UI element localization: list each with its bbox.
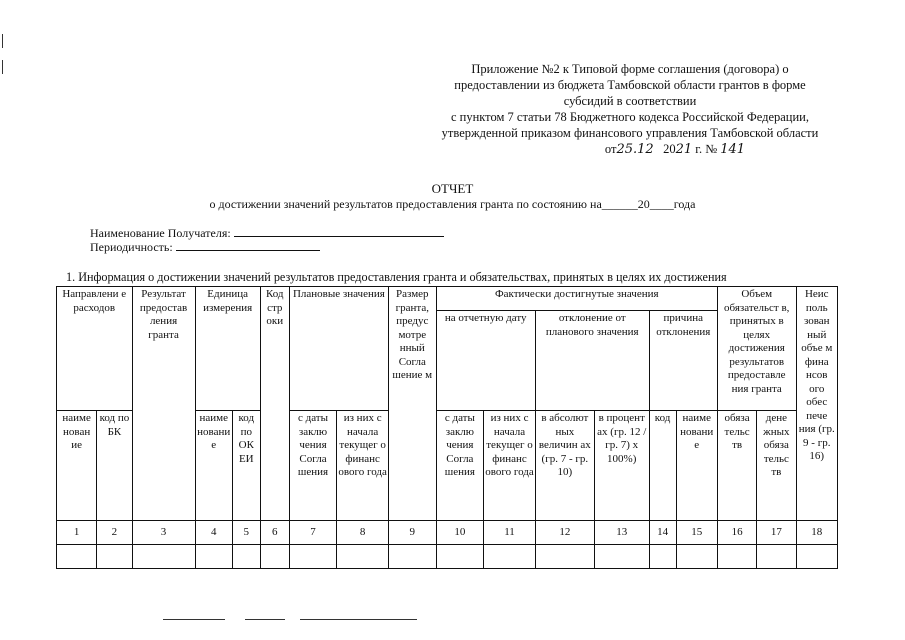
table-cell[interactable] [97, 545, 132, 569]
col-number: 15 [676, 521, 717, 545]
th-directions: Направлени е расходов [57, 287, 133, 411]
th-sub-okei: код по ОК ЕИ [232, 411, 260, 521]
margin-mark-bottom [2, 60, 3, 74]
year-prefix: 20 [663, 142, 676, 156]
col-number: 17 [757, 521, 796, 545]
table-cell[interactable] [757, 545, 796, 569]
table-cell[interactable] [484, 545, 536, 569]
report-table [56, 286, 838, 569]
th-unit: Единица измерения [195, 287, 260, 411]
col-number: 12 [535, 521, 594, 545]
header-line-1: Приложение №2 к Типовой форме соглашения (договора) о [471, 62, 789, 76]
col-number: 16 [717, 521, 756, 545]
header-line-2: предоставлении из бюджета Тамбовской области грантов в форме [454, 78, 806, 92]
col-number: 2 [97, 521, 132, 545]
table-cell[interactable] [796, 545, 837, 569]
th-sub-reason-name: наиме новани е [676, 411, 717, 521]
table-cell[interactable] [436, 545, 484, 569]
table-cell[interactable] [57, 545, 97, 569]
header-date-line [380, 141, 880, 158]
header-line-3: субсидий в соответствии [563, 94, 697, 108]
col-number: 4 [195, 521, 232, 545]
th-sub-reason-code: код [649, 411, 676, 521]
col-number: 8 [337, 521, 389, 545]
col-number: 9 [389, 521, 437, 545]
table-cell[interactable] [337, 545, 389, 569]
col-number: 7 [289, 521, 337, 545]
th-sub-unit-name: наиме новани е [195, 411, 232, 521]
table-cell[interactable] [195, 545, 232, 569]
signature-line-3 [300, 619, 417, 620]
th-actual: Фактически достигнутые значения [436, 287, 717, 311]
th-sub-absolute: в абсолют ных величин ах (гр. 7 - гр. 10) [535, 411, 594, 521]
th-sub-monetary: дене жных обяза тельс тв [757, 411, 796, 521]
recipient-label: Наименование Получателя: [90, 226, 231, 240]
column-numbers-row [57, 521, 838, 545]
col-number: 13 [594, 521, 649, 545]
th-sub-since-year: из них с начала текущег о финанс ового года [337, 411, 389, 521]
col-number: 3 [132, 521, 195, 545]
recipient-input-line[interactable] [234, 225, 444, 237]
periodicity-input-line[interactable] [176, 239, 320, 251]
signature-line-2 [245, 619, 285, 620]
th-obligations: Объем обязательст в, принятых в целях достижения результатов предоставле ния гранта [717, 287, 796, 411]
report-title: ОТЧЕТ [431, 181, 474, 196]
table-cell[interactable] [717, 545, 756, 569]
col-number: 14 [649, 521, 676, 545]
th-reason: причина отклонения [649, 311, 717, 411]
periodicity-label: Периодичность: [90, 240, 173, 254]
col-number: 10 [436, 521, 484, 545]
table-cell[interactable] [389, 545, 437, 569]
th-deviation: отклонение от планового значения [535, 311, 649, 411]
table-cell[interactable] [676, 545, 717, 569]
col-number: 1 [57, 521, 97, 545]
table-cell[interactable] [289, 545, 337, 569]
th-sub-from-date-actual: с даты заклю чения Согла шения [436, 411, 484, 521]
section-1-heading: 1. Информация о достижении значений результатов предоставления гранта и обязательствах, принятых в целях их достижения [66, 270, 727, 284]
handwritten-date: 25.12 [616, 142, 654, 157]
th-on-date: на отчетную дату [436, 311, 535, 411]
date-prefix: от [604, 142, 617, 156]
th-sub-percent: в процент ах (гр. 12 / гр. 7) х 100%) [594, 411, 649, 521]
table-cell[interactable] [232, 545, 260, 569]
col-number: 18 [796, 521, 837, 545]
table-cell[interactable] [594, 545, 649, 569]
th-sub-since-year-actual: из них с начала текущег о финанс ового года [484, 411, 536, 521]
th-sub-obligations: обяза тельс тв [717, 411, 756, 521]
col-number: 5 [232, 521, 260, 545]
periodicity-field [90, 239, 320, 255]
year-suffix: г. № [695, 142, 718, 156]
th-sub-code-bk: код по БК [97, 411, 132, 521]
table-cell[interactable] [535, 545, 594, 569]
table-cell[interactable] [649, 545, 676, 569]
th-planned: Плановые значения [289, 287, 388, 411]
th-sub-from-date: с даты заклю чения Согла шения [289, 411, 337, 521]
handwritten-year: 21 [675, 142, 693, 157]
header-line-5: утвержденной приказом финансового управления Тамбовской области [441, 126, 819, 140]
header-line-4: с пунктом 7 статьи 78 Бюджетного кодекса Российской Федерации, [450, 110, 810, 124]
report-subtitle: о достижении значений результатов предоставления гранта по состоянию на______20____года [209, 197, 696, 211]
handwritten-number: 141 [720, 142, 746, 157]
margin-mark-top [2, 34, 3, 48]
col-number: 6 [260, 521, 289, 545]
th-result: Результат предостав ления гранта [132, 287, 195, 521]
th-unused: Неис поль зован ный объе м фина нсов ого обес пече ния (гр. 9 - гр. 16) [796, 287, 837, 521]
appendix-header [380, 61, 880, 158]
table-cell[interactable] [132, 545, 195, 569]
th-sub-name: наиме нован ие [57, 411, 97, 521]
th-line-code: Код стр оки [260, 287, 289, 521]
signature-line-1 [163, 619, 225, 620]
th-grant-size: Размер гранта, предус мотре нный Согла шение м [389, 287, 437, 521]
table-cell[interactable] [260, 545, 289, 569]
col-number: 11 [484, 521, 536, 545]
data-row-empty [57, 545, 838, 569]
